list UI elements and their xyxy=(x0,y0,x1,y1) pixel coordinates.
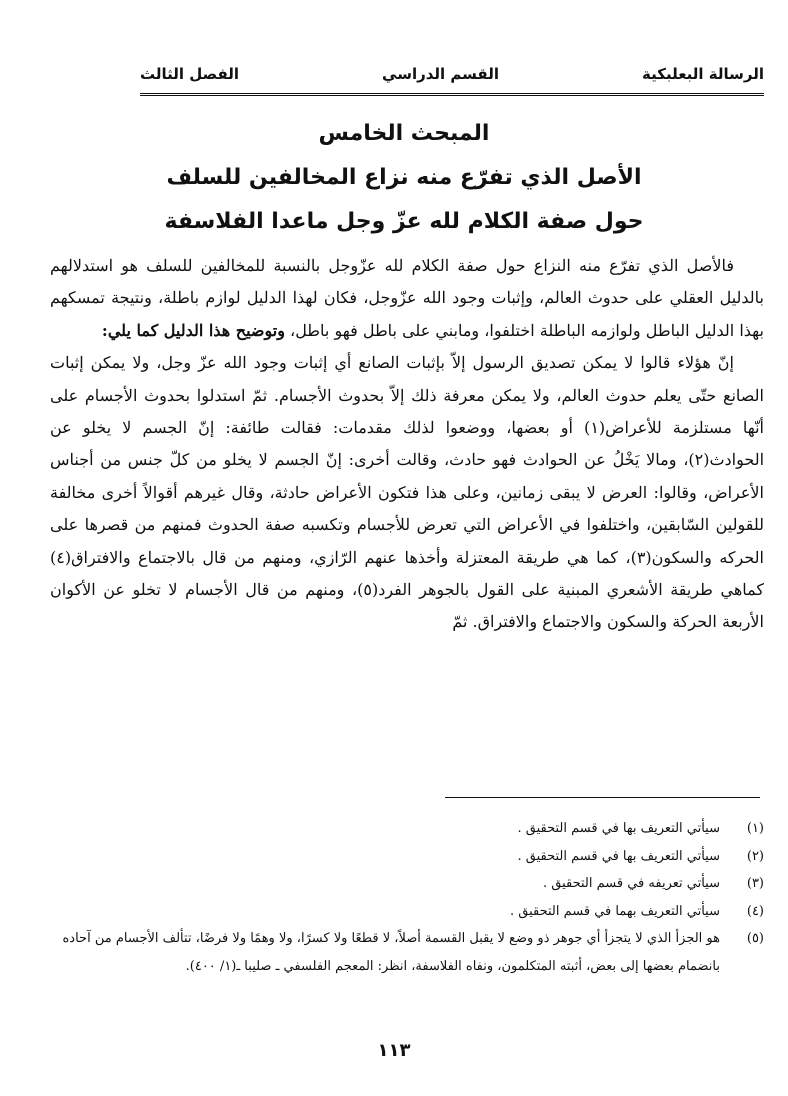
footnote xyxy=(50,843,764,871)
footnote xyxy=(50,870,764,898)
header-book-title: الرسالة البعلبكية xyxy=(642,65,764,83)
footnote xyxy=(50,898,764,926)
paragraph-2 xyxy=(50,347,764,639)
footnote-text: سيأتي تعريفه في قسم التحقيق . xyxy=(543,876,720,891)
footnote-text: سيأتي التعريف بها في قسم التحقيق . xyxy=(517,821,720,836)
footnote-divider xyxy=(445,797,760,798)
paragraph-1-text: فالأصل الذي تفرّع منه النزاع حول صفة الكلام لله عزّوجل بالنسبة للمخالفين للسلف هو استدلالهم بالدليل العقلي على حدوث العالم، وإثبات وجود الله عزّوجل، فكان لهذا الدليل لوازم باطلة، ونتيجة تمسكهم بهذا الدليل الباطل ولوازمه الباطلة اختلفوا، ومابني على باطل فهو باطل، xyxy=(50,256,764,340)
header-section-title: القسم الدراسي xyxy=(382,65,499,83)
paragraph-2-text: إنّ هؤلاء قالوا لا يمكن تصديق الرسول إلاّ بإثبات الصانع أي إثبات وجود الله عزّ وجل، ولا يمكن إثبات الصانع حتّى يعلم حدوث العالم، ولا يمكن معرفة ذلك إلاّ بحدوث الأجسام. ثمّ استدلوا بحدوث الأجسام على أنّها مستلزمة للأعراض(١) أو بعضها، ووضعوا لذلك مقدمات: فقالت طائفة: إنّ الجسم لا يخلو عن الحوادث(٢)، ومالا يَخْلُ عن الحوادث فهو حادث، وقالت أخرى: إنّ الجسم لا يخلو من كلّ جنس من أجناس الأعراض، وقالوا: العرض لا يبقى زمانين، وعلى هذا فتكون الأعراض حادثة، وقال غيرهم أقوالاً أخرى مخالفة للقولين السّابقين، واختلفوا في الأعراض التي تعرض للأجسام وتكسبه صفة الحدوث فمنهم من قصرها على الحركه والسكون(٣)، كما هي طريقة المعتزلة وأخذها عنهم الرّازي، ومنهم من قال بالاجتماع والافتراق(٤) كماهي طريقة الأشعري المبنية على القول بالجوهر الفرد(٥)، ومنهم من قال الأجسام لا تخلو عن الأكوان الأربعة الحركة والسكون والاجتماع والافتراق. ثمّ xyxy=(50,353,765,632)
main-text xyxy=(50,250,764,639)
footnote-number: (٤) xyxy=(746,903,764,919)
paragraph-1-bold: وتوضيح هذا الدليل كما يلي: xyxy=(101,320,285,340)
heading-line-2: الأصل الذي تفرّع منه نزاع المخالفين للسلف xyxy=(166,165,642,190)
header-divider xyxy=(140,93,764,96)
heading-line-3: حول صفة الكلام لله عزّ وجل ماعدا الفلاسفة xyxy=(164,209,644,234)
header-chapter-title: الفصل الثالث xyxy=(140,65,240,83)
heading-line-1: المبحث الخامس xyxy=(318,121,490,146)
footnote-number: (٥) xyxy=(746,931,764,946)
footnote xyxy=(50,815,764,843)
footnote-text: سيأتي التعريف بهما في قسم التحقيق . xyxy=(510,903,720,919)
footnote-text: هو الجزأ الذي لا يتجزأ أي جوهر ذو وضع لا يقبل القسمة أصلاً، لا قطعًا ولا كسرًا، ولا وهمًا ولا فرضًا، تتألف الأجسام من آحاده بانضمام بعضها إلى بعض، أثبته المتكلمون، ونفاه الفلاسفة، انظر: المعجم الفلسفي ـ صليبا ـ(١/ ٤٠٠). xyxy=(62,931,720,974)
footnote-number: (٢) xyxy=(746,848,764,864)
footnote xyxy=(50,925,764,980)
footnote-number: (١) xyxy=(746,821,764,836)
paragraph-1 xyxy=(50,250,764,347)
footnote-number: (٣) xyxy=(746,876,764,891)
footnote-text: سيأتي التعريف بها في قسم التحقيق . xyxy=(517,848,720,864)
running-header xyxy=(140,62,764,86)
section-heading xyxy=(60,112,748,244)
page-number: ١١٣ xyxy=(377,1040,411,1061)
footnotes xyxy=(50,815,764,980)
